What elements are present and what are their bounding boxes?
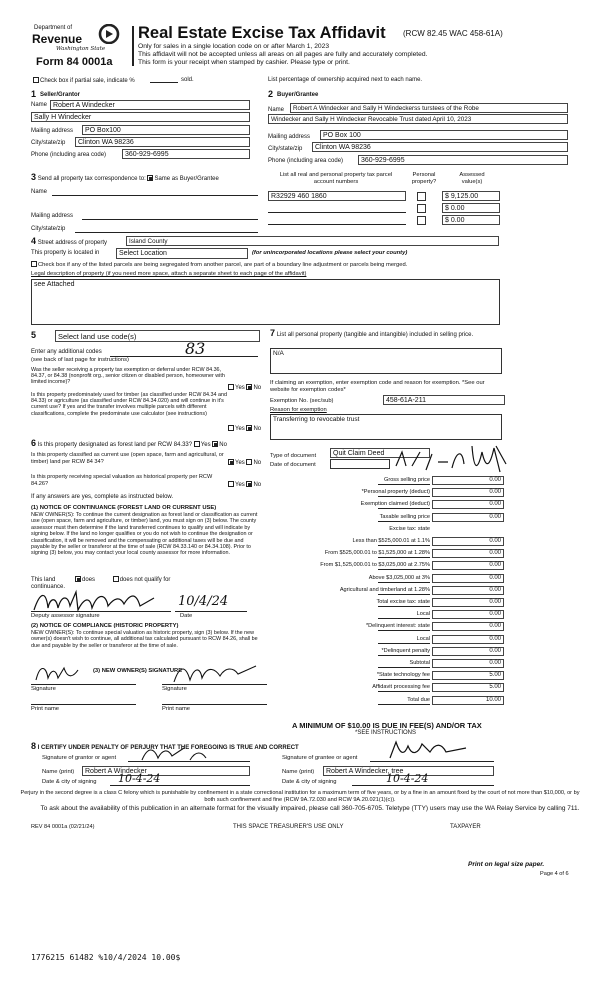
tax-row-label: From $1,525,000.01 to $3,025,000 at 2.75% [320,562,430,569]
new-owner-signature-line-2[interactable] [162,684,267,685]
q-timber-yes[interactable] [228,425,234,431]
tax-row-label: *Personal property (deduct) [361,489,430,496]
parcel-number[interactable]: R32929 460 1860 [268,191,406,201]
section-7-number: 7 [270,328,276,338]
tax-row-label: Affidavit processing fee [372,684,430,691]
tax-row-value[interactable]: 5.00 [432,671,504,680]
tax-row-value[interactable]: 10.00 [432,696,504,705]
current-use-yes[interactable] [228,459,234,465]
header-line1: Only for sales in a single location code on or after March 1, 2023 [138,43,330,50]
grantee-sig-label: Signature of grantee or agent [282,755,358,761]
tax-row-value[interactable]: 0.00 [432,549,504,558]
revision-label: REV 84 0001a (02/21/24) [31,824,95,830]
grantor-name-field[interactable]: Robert A Windecker [82,766,250,776]
legal-paper-note: Print on legal size paper. [468,861,545,868]
buyer-city[interactable]: Clinton WA 98236 [312,142,568,152]
no-label: No [253,426,262,432]
partial-sale-label: Check box if partial sale, indicate % [40,78,135,84]
reason-label: Reason for exemption [270,407,327,413]
signature-label-2: Signature [162,686,187,692]
tax-row-label: Total excise tax: state [376,599,430,605]
tax-row-value[interactable]: 0.00 [432,488,504,497]
see-instructions-note: *SEE INSTRUCTIONS [355,730,417,736]
tax-row-label: Gross selling price [383,477,430,483]
does-not-qualify-checkbox[interactable] [113,576,119,582]
tax-row-underline [378,569,430,570]
tax-row-label: Local [416,611,430,618]
does-not-qualify-label: does not qualify for [119,577,171,583]
q-exemption-no[interactable] [246,384,252,390]
q-timber-answer [228,425,261,432]
same-as-buyer-checkbox[interactable] [147,175,153,181]
tax-row-underline [378,545,430,546]
grantor-date-line[interactable] [110,785,250,786]
exemption-no-field[interactable]: 458-61A-211 [383,395,505,405]
deputy-date-line[interactable] [175,611,247,612]
q-exemption-answer [228,384,261,391]
location-select[interactable]: Select Location [116,248,248,259]
tax-row-value[interactable]: 0.00 [432,476,504,485]
tax-row-underline [378,679,430,680]
tax-row-underline [378,655,430,656]
tax-row-value[interactable]: 0.00 [432,659,504,668]
tax-row-value[interactable]: 0.00 [432,500,504,509]
current-use-question: Is this property classified as current use (open space, farm and agricultural, or timber) land per RCW 84 34? [31,452,224,465]
tax-row-underline [378,618,430,619]
buyer-name-2[interactable]: Windecker and Sally H Windecker Revocable Trust dated April 10, 2023 [268,114,568,124]
reason-field[interactable] [270,414,502,440]
q-timber-no[interactable] [246,425,252,431]
corr-name-field[interactable] [52,195,258,196]
tax-row-underline [378,594,430,595]
personal-checkbox-1[interactable] [417,192,426,201]
tax-row-underline [378,667,430,668]
tax-row-label: Agricultural and timberland at 1.28% [339,586,430,593]
tax-row-label: Subtotal [409,660,430,666]
located-label: This property is located in [31,250,100,256]
section-2-number: 2 [268,89,274,99]
tax-row-value[interactable]: 0.00 [432,635,504,644]
tax-row-value[interactable]: 0.00 [432,647,504,656]
q-exemption-yes[interactable] [228,384,234,390]
new-owner-signature-line-1[interactable] [31,684,136,685]
notice-continuance-text: NEW OWNER(S): To continue the current designation as forest land or classification as current use (open space, farm and agriculture, or timber) land, you must sign on (3) below. The county assessor must then determine if the land transferred continues to qualify and will indicate by signing below. If the land no longer qualifies or you do not wish to continue the designation or classification, it will be removed and the compensating or additional taxes will be due and payable by the seller or transferor at the time of sale (RCW 84.33.140 or 84.34.108). Prior to signing (3) below, you may contact your local county assessor for more information. [31,512,258,557]
tax-row-underline [378,704,430,705]
unincorporated-note: (for unincorporated locations please select your county) [252,250,408,256]
buyer-address-label: Mailing address [268,134,311,140]
document-type-field[interactable]: Quit Claim Deed [330,448,430,458]
grantee-signature-icon [386,738,486,762]
section-6-q1 [31,438,227,448]
document-date-handwriting-icon [392,442,510,476]
no-label: No [253,385,262,391]
seller-name-1[interactable]: Robert A Windecker [50,100,250,110]
section-3 [31,172,219,182]
continuance-label: continuance. [31,584,66,590]
question-exemption: Was the seller receiving a property tax exemption or deferral under RCW 84.36, 84.37, or 84.38 (nonprofit org., senior citizen or disabled person, homeowner with limited income)? [31,367,225,386]
additional-codes-handwritten: 83 [185,339,206,358]
minimum-due-note: A MINIMUM OF $10.00 IS DUE IN FEE(S) AND/OR TAX [292,721,482,730]
grantor-sig-label: Signature of grantor or agent [42,755,117,761]
ownership-note: List percentage of ownership acquired next to each name. [268,77,423,83]
historic-question: Is this property receiving special valuation as historical property per RCW 84.26? [31,474,213,487]
header-line3: This form is your receipt when stamped by cashier. Please type or print. [138,59,350,66]
certify-text: I CERTIFY UNDER PENALTY OF PERJURY THAT THE FOREGOING IS TRUE AND CORRECT [37,745,299,751]
deputy-date-label: Date [180,613,193,619]
tax-row-label: Above $3,025,000 at 3% [368,574,430,581]
print-name-label-2: Print name [162,706,191,712]
land-qualify-row [31,576,170,583]
exemption-no-label: Exemption No. (sec/sub) [270,398,334,404]
availability-notice: To ask about the availability of this publication in an alternate format for the visually impaired, please call 360-705-6705. Teletype (TTY) users may use the WA Relay Service by calling 711. [40,805,580,812]
forest-no[interactable] [212,441,218,447]
parcel-line-2[interactable] [268,212,406,213]
parcel-col-header: List all real and personal property tax parcel account numbers [279,172,393,185]
section-3-number: 3 [31,172,37,182]
partial-sale [33,77,135,84]
corr-address-field[interactable] [82,219,258,220]
buyer-name-1[interactable]: Robert A Windecker and Sally H Windeckerss turstees of the Robe [290,103,568,113]
legal-description-value: see Attached [34,281,75,288]
new-owner-signature-heading: (3) NEW OWNER(S) SIGNATURE [93,668,183,674]
forest-yes[interactable] [194,441,200,447]
assessed-value-2[interactable]: $ 0.00 [442,203,500,213]
buyer-phone[interactable]: 360-929-6995 [358,155,568,165]
document-date-field[interactable] [330,459,390,469]
assessed-col-header: Assessed value(s) [459,172,485,185]
corr-city-label: City/state/zip [31,226,66,232]
personal-checkbox-2[interactable] [417,204,426,213]
tax-row-underline [378,496,430,497]
deputy-signature-line[interactable] [31,611,171,612]
section-6-number: 6 [31,438,37,448]
corr-city-field[interactable] [75,232,258,233]
boundary-checkbox[interactable] [31,261,37,267]
same-as-buyer-label: Same as Buyer/Grantee [154,176,219,182]
grantee-date-label: Date & city of signing [282,779,337,785]
grantor-name-label: Name (print) [42,769,75,775]
historic-yes[interactable] [228,481,234,487]
personal-checkbox-3[interactable] [417,216,426,225]
document-type-label: Type of document [270,453,317,459]
print-name-line-1[interactable] [31,704,136,705]
seller-name-2[interactable]: Sally H Windecker [31,112,250,122]
tax-row-label: *Delinquent interest: state [365,623,430,630]
logo-state: Washington State [56,46,106,52]
signature-label-1: Signature [31,686,56,692]
personal-property-field[interactable] [270,348,502,374]
tax-row-value[interactable]: 5.00 [432,683,504,692]
tax-row-label: Taxable selling price [379,513,430,520]
buyer-city-label: City/state/zip [268,146,303,152]
tax-row-underline [378,643,430,644]
tax-row-value[interactable]: 0.00 [432,561,504,570]
logo-dept: Department of [34,25,73,31]
document-date-label: Date of document [270,462,316,468]
tax-row-underline [378,521,430,522]
page-title: Real Estate Excise Tax Affidavit [138,24,386,42]
section-2-heading: Buyer/Grantee [277,92,319,98]
tax-row-underline [378,557,430,558]
new-owner-signature-icon [34,662,264,686]
grantor-date-value: 10-4-24 [118,772,161,785]
personal-property-value: N/A [273,350,284,357]
additional-codes-label: Enter any additional codes [31,349,102,355]
boundary-row [31,261,407,268]
seller-phone[interactable]: 360-929-6995 [122,149,250,159]
tax-row-underline [378,484,430,485]
tax-row-value[interactable]: 0.00 [432,513,504,522]
tax-row-label: Local [416,635,430,642]
section-4-number: 4 [31,236,37,246]
yes-label: Yes [235,426,245,432]
tax-row-underline [378,508,430,509]
historic-answer [228,481,261,488]
current-use-answer [228,459,261,466]
tax-row-label: Exemption claimed (deduct) [360,501,430,508]
notice-continuance-heading: (1) NOTICE OF CONTINUANCE (FOREST LAND OR CURRENT USE) [31,505,217,511]
parcel-line-3[interactable] [268,224,406,225]
deputy-date: 10/4/24 [178,594,229,609]
seller-address[interactable]: PO Box100 [82,125,250,135]
tax-row-value[interactable]: 0.00 [432,598,504,607]
buyer-address[interactable]: PO Box 100 [320,130,568,140]
section-1-number: 1 [31,89,37,99]
tax-row-label: Less than $525,000.01 at 1.1% [352,538,430,544]
reason-value: Transferring to revocable trust [273,416,360,423]
yes-label: Yes [235,385,245,391]
section-4 [31,236,107,246]
legal-description-field[interactable] [31,279,500,325]
perjury-notice: Perjury in the second degree is a class C felony which is punishable by confinement in a state correctional institution for a maximum term of five years, or by a fine in an amount fixed by the court of not more than $10,000, or by both such confinement and fine (RCW 9A.72.030 and RCW 9A.20.021(1)(c)). [20,790,580,803]
section-1-heading: Seller/Grantor [40,92,81,98]
does-label: does [82,577,96,583]
yes-label: Yes [235,460,245,466]
section-5-number: 5 [31,330,37,340]
page-number: Page 4 of 6 [540,871,569,877]
assessed-value-3[interactable]: $ 0.00 [442,215,500,225]
header-divider [132,26,134,66]
taxpayer-label: TAXPAYER [450,824,481,830]
exemption-text: If claiming an exemption, enter exemption code and reason for exemption. *See our website for exemption codes* [270,380,485,393]
additional-codes-field[interactable] [110,356,258,357]
corr-address-label: Mailing address [31,213,74,219]
land-use-select[interactable]: Select land use code(s) [55,330,260,342]
tax-row-value[interactable]: 0.00 [432,610,504,619]
tax-row-label: From $525,000.01 to $1,525,000 at 1.28% [324,550,430,557]
partial-pct-field[interactable] [150,82,178,83]
tax-row-value[interactable]: 0.00 [432,586,504,595]
see-instructions: (see back of last page for instructions) [31,357,129,363]
this-land-label: This land [31,577,56,583]
grantee-name-label: Name (print) [282,769,315,775]
section-3-text: Send all property tax correspondence to: [37,176,146,182]
yes-label: Yes [235,482,245,488]
section-7 [270,330,508,339]
tax-row-underline [378,606,430,607]
section-8-number: 8 [31,741,37,751]
if-yes-note: If any answers are yes, complete as instructed below. [31,494,174,500]
tax-row-underline [378,691,430,692]
question-timber: Is this property predominately used for timber (as classified under RCW 84.34 and 84.33) or agriculture (as classified under RCW 84.34.020) and will continue in it's current use? If yes and the transfer involves multiple parcels with different classifications, complete the predominate use calculator (see instructions) [31,392,227,417]
notice-compliance-text: NEW OWNER(S): To continue special valuation as historic property, sign (3) below. If the new owner(s) doesn't wish to continue, all additional tax calculated pursuant to RCW 84.26, shall be due and payable by the seller or transferor at the time of sale. [31,630,258,649]
grantee-date-value: 10-4-24 [386,772,429,785]
seller-address-label: Mailing address [31,128,74,134]
grantor-date-label: Date & city of signing [42,779,97,785]
tax-row-label: *State technology fee [376,672,430,679]
title-rcw: (RCW 82.45 WAC 458-61A) [403,29,503,38]
tax-row-value[interactable]: 0.00 [432,622,504,631]
tax-row-underline [378,630,430,631]
grantor-signature-icon [140,744,240,764]
grantee-name-field[interactable]: Robert A Windecker, tree [323,766,494,776]
no-label: No [219,442,227,448]
no-label: No [253,460,262,466]
street-label: Street address of property [37,240,108,246]
legal-desc-label: Legal description of property (if you need more space, attach a separate sheet to each page of the affidavit) [31,271,307,277]
street-address-field[interactable]: Island County [126,236,499,246]
grantee-date-line[interactable] [352,785,494,786]
buyer-phone-label: Phone (including area code) [268,158,344,164]
deputy-signature-label: Deputy assessor signature [31,613,100,619]
tax-row-value[interactable]: 0.00 [432,537,504,546]
yes-label: Yes [200,442,211,448]
form-number: Form 84 0001a [36,56,113,68]
seller-city[interactable]: Clinton WA 98236 [75,137,250,147]
seller-city-label: City/state/zip [31,140,66,146]
logo-revenue: Revenue [32,32,83,46]
boundary-label: Check box if any of the listed parcels are being segregated from another parcel, are part of a boundary line adjustment or parcels being merged. [38,262,408,268]
tax-row-label: Total due [407,696,430,703]
header-line2: This affidavit will not be accepted unless all areas on all pages are fully and accurately completed. [138,51,428,58]
no-label: No [253,482,262,488]
buyer-name-label: Name [268,107,285,113]
current-use-no[interactable] [246,459,252,465]
tax-row-label: Excise tax: state [389,525,430,532]
personal-property-text: List all personal property (tangible and intangible) included in selling price. [276,332,474,338]
does-qualify-checkbox[interactable] [75,576,81,582]
revenue-logo-icon [98,24,120,44]
seller-name-label: Name [31,102,48,108]
assessed-value-1[interactable]: $ 9,125.00 [442,191,500,201]
partial-sold: sold. [181,77,194,83]
recording-stamp: 1776215 61482 %10/4/2024 10.00$ [31,953,181,962]
notice-compliance-heading: (2) NOTICE OF COMPLIANCE (HISTORIC PROPERTY) [31,623,179,629]
historic-no[interactable] [246,481,252,487]
forest-question: Is this property designated as forest land per RCW 84.33? [37,442,193,448]
corr-name-label: Name [31,189,48,195]
personal-col-header: Personal property? [411,172,437,185]
print-name-line-2[interactable] [162,704,267,705]
tax-row-label: *Delinquent penalty [381,647,430,654]
tax-row-underline [378,582,430,583]
print-name-label-1: Print name [31,706,60,712]
seller-phone-label: Phone (including area code) [31,152,107,158]
tax-row-value[interactable]: 0.00 [432,574,504,583]
partial-sale-checkbox[interactable] [33,77,39,83]
treasurer-use-label: THIS SPACE TREASURER'S USE ONLY [233,824,344,830]
